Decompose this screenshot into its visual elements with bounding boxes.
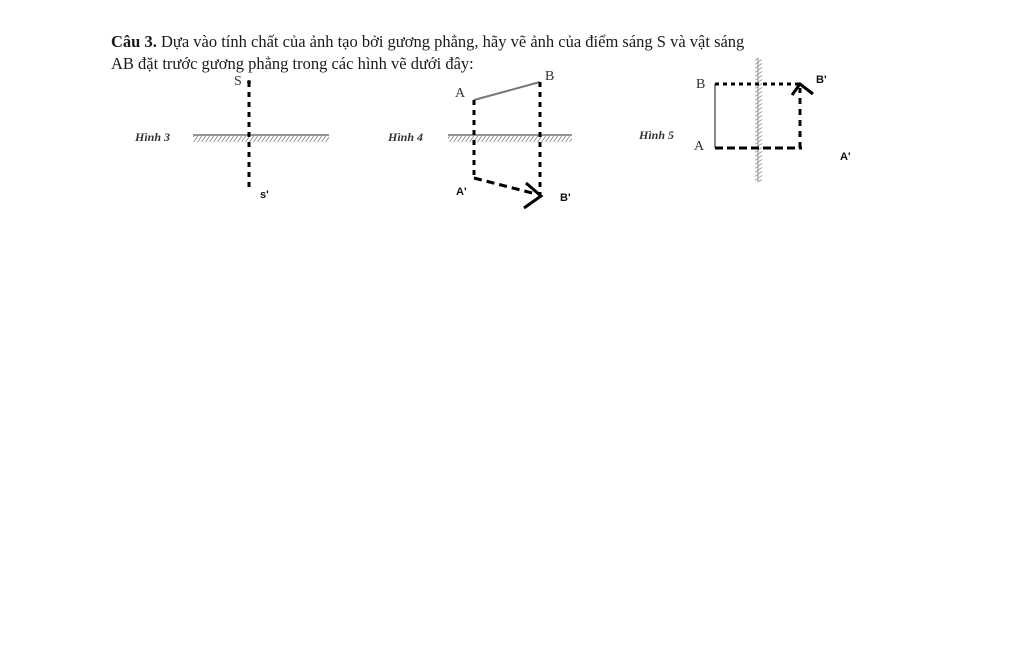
figure-5-label: Hình 5	[639, 128, 675, 142]
question-number: Câu 3.	[111, 32, 157, 51]
figure-4-image-b: B'	[560, 192, 571, 204]
figure-3-label: Hình 3	[135, 130, 171, 144]
figure-4	[387, 69, 572, 208]
figure-3-point-s: S	[234, 74, 242, 89]
figure-5-image-b: B'	[816, 74, 827, 86]
figure-5-mirror	[755, 58, 762, 182]
figure-5-point-b: B	[696, 77, 706, 92]
figure-4-point-b: B	[545, 69, 555, 84]
figure-5-point-a: A	[694, 139, 705, 154]
figure-5-arrow-head	[792, 84, 813, 95]
figure-4-object-ab	[474, 82, 540, 100]
figure-4-image-ab	[474, 178, 536, 194]
figure-5-image-a: A'	[840, 151, 851, 163]
figure-4-mirror	[448, 135, 572, 142]
figure-3	[134, 74, 329, 201]
question-line-2: AB đặt trước gương phẳng trong các hình vẽ dưới đây:	[111, 54, 474, 73]
figure-3-mirror	[193, 135, 329, 142]
figure-4-arrow-head	[524, 183, 541, 208]
figure-5	[638, 58, 851, 182]
figure-3-image-s: s'	[260, 189, 269, 201]
figure-4-label: Hình 4	[388, 130, 424, 144]
figure-4-image-a: A'	[456, 186, 467, 198]
question-line-1-text: Dựa vào tính chất của ảnh tạo bởi gương phẳng, hãy vẽ ảnh của điểm sáng S và vật sáng	[160, 32, 745, 51]
figure-4-point-a: A	[455, 86, 466, 101]
